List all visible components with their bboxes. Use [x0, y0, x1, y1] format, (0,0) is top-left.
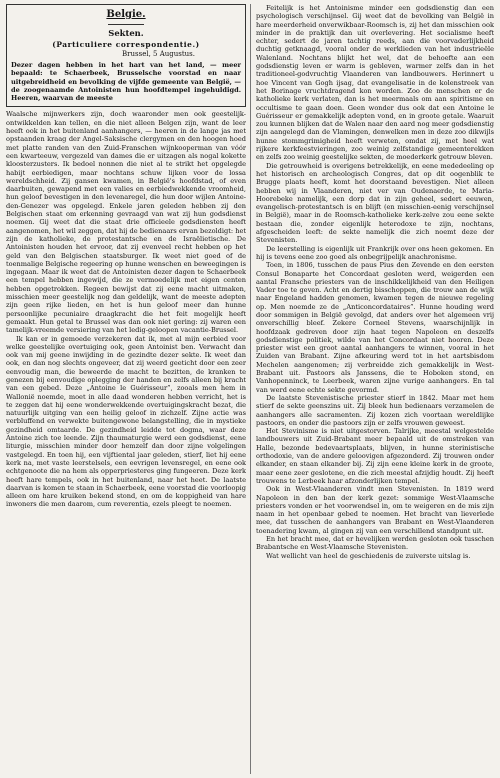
article-title: Belgie.: [106, 9, 146, 20]
column-left: [6, 4, 246, 776]
lead-paragraph: Dezer dagen hebben in het hart van het land, — meer bepaald: te Schaerbeek, Brusselsche voorstad en naar uitgebreidheid en bevolking de vijfde gemeente van België, — de zoogenaamde Antoinisten hun hoofdtempel ingehuldigd. Heeren, waarvan de meeste: [11, 61, 241, 103]
body-paragraph: Waalsche mijnwerkers zijn, doch waaronder men ook geestelijk-ontwikkelden kan tellen, en die niet alleen Belgen zijn, want de leer heeft ook in het buitenland aanhangers, — heeren in de lange jas met opstaanden kraag der Angel-Saksische clergymen en den hoogen hoed met platte randen van den Zuid-Franschen wijnkooperman van vóór een kwarteeuw, vergezeld van dames die er uitzagen als nogal kokette kloosterzusters. Ik bedoel nonnen die niet al te strikt het opgelegde habijt eerbiedigen, maar nochtans schuw lijken voor de lossa wereldschheid. Zij gansen kwamen, in België's hoofdstad, of even daarbuiten, gewapend met een valies en eerbiedwekkende vroomheid, hun geloof bevestigen in den levenaregel, die hun door wijlen Antoine-den-Genezer was opgelegd. Enkele jaren geleden hebben zij den Belgischen staat om erkenning gevraagd van wat zij hun godsdienst noemen. Gij weet dat die staat drie officieele godsdiensten heeft aangenomen, het wil zeggen, dat hij de bedienaars ervan bezoldigt: het zijn de katholieke, de protestantsche en de Israëlietische. De Antoinisten houden het ervoor, dat zij evenveel recht hebben op het geld van den Belgischen staatsburger. Ik weet niet goed of de toenmalige Belgische regeering op hunne wenschen en beweegingen is ingegaan. Maar ik weet dat de Antoinisten dezer dagen te Schaerbeek een tempel hebben ingewijd, die ze vermoedelijk met eigen centen hebben opgetrokken. Regeen bewijst dat zij eene macht uitmaken, misschien meer geestelijk nog dan geldelijk, want de meeste adepten zijn geen rijke lieden, en het is hun geloof meer dan hunne persoonlijke pecuniaire draagkracht die het feit mogelijk heeft gemaakt. Hun getal te Brussel was dan ook niet gering: zij waren een tamelijk-vreemde versiering van het ledig-geloopen vacantie-Brussel.: [6, 110, 246, 335]
article-header-box: [6, 4, 246, 107]
body-paragraph: Ook in West-Vlaanderen vindt men Stevenisten. In 1819 werd Napoleon in den ban der kerk gezet: sommige West-Vlaamsche priesters vonden er het voorwendsel in, om te weigeren en de mis zijn naam in het openbaar gebed te noemen. Het bracht van lieverlede mee, dat tusschen de aanhangers van Brabant en West-Vlaanderen toenadering kwam, al gingen zij van een verschillend standpunt uit.: [256, 485, 494, 535]
correspondent-line: (Particuliere correspondentie.): [52, 40, 200, 49]
column-right: [256, 4, 494, 776]
body-paragraph: De laatste Stevenistische priester stierf in 1842. Maar met hem stierf de sekte geenszins uit. Zij bleek hun bedienaars verzamelen de aanhangers alle sacramenten. Zij kozen zich voortaan wereldlijke pastoors, en onder die pastoors zijn er zelfs vrouwen geweest.: [256, 393, 494, 427]
dateline: Brussel, 5 Augustus.: [122, 50, 195, 58]
column-divider: [250, 4, 251, 774]
article-section: Sekten.: [108, 28, 144, 38]
body-paragraph: Feitelijk is het Antoinisme minder een godsdienstig dan een psychologisch verschijnsel. Gij weet dat de bevolking van België in hare meerderheid onverwikbaar-Roomsch is, zij het dan misschien ook minder in de praktijk dan uit overlevering. Het socialisme heeft echter, sedert de jaren tachtig reeds, aan die voorvaderlijkheid duchtig getknaagd, vooral onder de werklieden van het industrieële Walenland. Nochtans blijkt het wel, dat de behoefte aan een godsdienstig leven er warm is gebleven, warmer zelfs dan in het traditioneel-godvruchtig Vlaanderen van landbouwers. Herinnert u hoe Vincent van Gogh ijsag, dat evangelisatie in de kolenstreek van het Borinage vruchtdragend kon worden. Zoo de menschen er de katholieke kerk verlaten, dan is het meermaals om aan spiritisme en occultisme te gaan doen. Geen wonder dus ook dat een Antoine le Guérisseur er gemakkelijk adepten vond, en in groote getale. Waaruit zou kunnen blijken dat de Walen naar den aard nog meer godsdienstig zijn aangelegd dan de Vlamingen, denwelken men in deze zoo dikwijls hunne stommgrimigheid heeft verweten, omdat zij, met heel wat rijkere kerkfeestvieringen, zoo weinig zelfstandige gemeenterekken en zelfs zoo weinig geestelijke sekten, de moederkerk getrouw bleven.: [256, 4, 494, 162]
body-paragraph: De leerstelling is eigenlijk uit Frankrijk over ons heen gekomen. En hij is tevens eene zoo goed als onbegrijpelijk anachronisme.: [256, 244, 494, 261]
body-paragraph: Wat wellicht van heel de geschiedenis de zuiverste uitslag is.: [266, 551, 471, 560]
body-paragraph: Ik kan er in gemoede verzekeren dat ik, met al mijn eerbied voor welke geestelijke overtuiging ook, geen Antoinist ben. Verwacht dan ook van mij geene inwijding in de gezindte dezer sekte. Ik weet dan ook, en dan nog slechts ongeveer, dat zij weerd geeticht door een zeer eenvoudig man, die beweerde de macht te bezitten, de kranken te genezen bij eenvoudige oplegging der handen en zelfs alleen bij kracht van een gebed. Deze „Antoine le Guérisseur”, zooals men hem in Wallonië noemde, moet in alle daad wonderen hebben verricht, het is te zeggen dat hij eene wonderwekkende overtuigingskracht bezat, die natuurlijk uitging van een heilig geloof in zichzelf. Zijne actie was verbluffend en verwekte buitengewone belangstelling, die in mystieke gezindheid omtaarde. De gezindheid leidde tot dogma, waar deze Antoine zich toe leende. Zijn thaumaturgie werd een godsdienst, eene liturgie, misschien minder door hemzelf dan door zijne volgelingen vastgelegd. En toen hij, een vijftiental jaar geleden, stierf, liet hij eene kerk na, met vaste leerstelsels, een eevrigen levensregel, en eene ook echtgenoote die na hem als opperpriesteres ging fungeeren. Deze kerk heeft hare tempels, ook in het buitenland, naar het heet. De laatste daarvan is komen te staan in Schaerbeek, eene voorstad die voorloopig alleen om hare kruiken bekend stond, en om de koppigheid van hare inwoners die men daarom, cum reverentia, ezels pleegt te noemen.: [6, 334, 246, 509]
body-paragraph: Die getrouwheid is overigens betrekkelijk, en eene mededeeling op het historisch en archeologisch Congres, dat op dit oogenblik te Brugge plaats heeft, komt het doorstaand bevestigen. Niet alleen hebben wij in Vlaanderen, niet ver van Oudenaerde, te Maria-Hoorebeke namelijk, een dorp dat in zijn geheel, sedert eeuwen, evangelisch-protestantsch is en blijft (en misschien-eenig verschijnsel in België), maar in de Roomsch-katholieke kerk-zelve zou eene sekte bestaan die, zonder eigenlijk heterodoxe te zijn, nochtans, afgescheiden leeft: de sekte namelijk die zich noemt deze der Stevenisten.: [256, 161, 494, 245]
body-paragraph: Het Stevinisme is niet uitgestorven. Talrijke, meestal welgestelde landbouwers uit Zuid-Brabant meer bepaald uit de omstreken van Halle, bezonde bedevaartsplaats, blijven, in hunne sterinistische orthodoxie, van de andere geloovigen afgezonderd. Zij trouwen onder elkander, en staan elkander bij. Zij zijn eene kleine kerk in de groote, maar eene zeer geslotene, en die zich meestal afzijdig houdt. Zij heeft trouwens te Lerbeek haar afzonderlijken tempel.: [256, 427, 494, 485]
body-paragraph: Toen, in 1806, tusschen de paus Pius den Zevende en den eersten Consul Bonaparte het Concordaat gesloten werd, weigerden een aantal Fransche priesters van de inschikkelijkheid van den Heiligen Vader toe te geven. Acht en dertig bisschoppen, die trouw aan de wijk naar Engeland hadden genomen, kwamen tegen de nieuwe regeling op. Men noemde ze de „Anticoncordataires”. Hunne houding werd door sommigen in België gevolgd, dat anders over het algemeen vrij onverschillig bleef. Zekere Corneel Stevens, waarschijnlijk in hoofdzaak gedreven door zijn haat tegen Napoleon en deszelfs godsdienstige politiek, wilde van het Concordaat niet hooren. Deze priester wist een groot aantal aanhangers te winnen, vooral in het Zuiden van Brabant. Zijne afkeuring werd tot in het aartsbisdom Mechelen aangenomen; zij verbreidde zich gemakkelijk in West-Brabant uit. Pastoors als Janssens, die te Hoboken stond, en Vanhopenninck, te Leerbeek, waren zijne vurige aanhangers. En tal van werd eene echte sekte gevormd.: [256, 261, 494, 394]
body-paragraph: En het bracht mee, dat er hevelijken werden gesloten ook tusschen Brabantsche en West-Vlaamsche Stevenisten.: [256, 535, 494, 552]
title-rule: [108, 24, 144, 25]
